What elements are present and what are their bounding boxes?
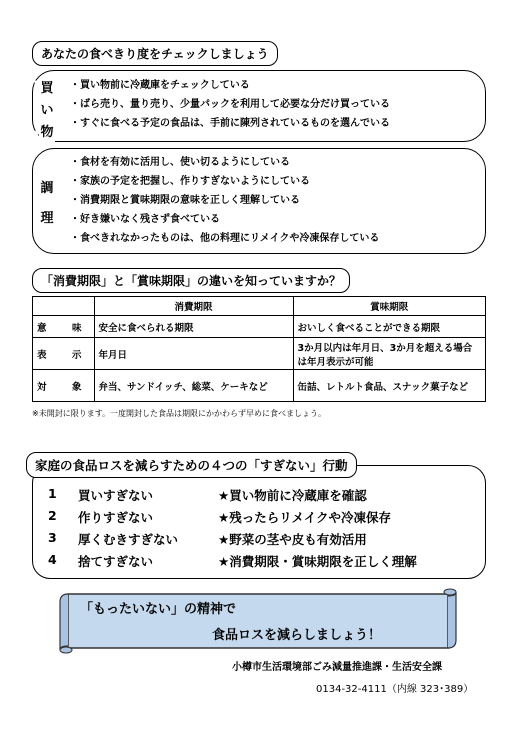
list-item: ・食べきれなかったものは、他の料理にリメイクや冷凍保存している [70,233,380,244]
action-tip: ★買い物前に冷蔵庫を確認 [218,488,367,503]
check-section-title: あなたの食べきり度をチェックしましょう [32,41,278,66]
table-header-row [33,297,486,316]
cooking-label-char: 調 [40,181,54,196]
expiry-note: ※未開封に限ります。一度開封した食品は期限にかかわらず早めに食べましょう。 [32,409,327,418]
banner-line2: 食品ロスを減らしましょう！ [212,628,382,643]
table-row [33,370,486,402]
table-header: 賞味期限 [293,297,485,316]
action-label: 作りすぎない [78,510,154,525]
list-item: ・家族の予定を把握し、作りすぎないようにしている [70,176,310,187]
actions-section-title: 家庭の食品ロスを減らすための４つの「すぎない」行動 [26,452,357,478]
table-header: 消費期限 [94,297,293,316]
row-label: 意 味 [33,316,95,338]
action-label: 捨てすぎない [78,554,154,569]
footer-department: 小樽市生活環境部ごみ減量推進課・生活安全課 [232,662,442,673]
list-item: ・食材を有効に活用し、使い切るようにしている [70,157,290,168]
expiry-table [32,296,486,402]
action-number: 4 [48,552,57,567]
table-header [33,297,95,316]
expiry-section-title: 「消費期限」と「賞味期限」の違いを知っていますか？ [32,268,350,293]
action-label: 厚くむきすぎない [78,532,179,547]
shopping-label-char: 買 [40,81,54,96]
cooking-list [70,153,379,248]
shopping-label-char: 物 [40,125,54,140]
table-row [33,338,486,370]
action-tip: ★野菜の茎や皮も有効活用 [218,532,367,547]
action-label: 買いすぎない [78,488,154,503]
shopping-label-char: い [40,103,54,118]
shopping-list [70,76,390,133]
list-item: ・ばら売り、量り売り、少量パックを利用して必要な分だけ買っている [70,99,390,110]
cooking-label [39,174,55,234]
table-cell: 弁当、サンドイッチ、総菜、ケーキなど [94,370,293,402]
table-cell: おいしく食べることができる期限 [293,316,485,338]
list-item: ・すぐに食べる予定の食品は、手前に陳列されているものを選んでいる [70,118,390,129]
list-item: ・好き嫌いなく残さず食べている [70,214,220,225]
cooking-label-char: 理 [40,211,54,226]
banner-line1: 「もったいない」の精神で [80,602,237,617]
table-row [33,316,486,338]
footer-phone: 0134-32-4111（内線 323･389） [316,684,474,695]
action-number: 1 [48,486,57,501]
table-cell: 缶詰、レトルト食品、スナック菓子など [293,370,485,402]
action-tip: ★残ったらリメイクや冷凍保存 [218,510,391,525]
table-cell: 安全に食べられる期限 [94,316,293,338]
table-cell: 3か月以内は年月日、3か月を超える場合は年月表示が可能 [293,338,485,370]
shopping-label [39,78,55,144]
action-tip: ★消費期限・賞味期限を正しく理解 [218,554,417,569]
table-cell: 年月日 [94,338,293,370]
list-item: ・買い物前に冷蔵庫をチェックしている [70,80,250,91]
list-item: ・消費期限と賞味期限の意味を正しく理解している [70,195,300,206]
row-label: 対 象 [33,370,95,402]
row-label: 表 示 [33,338,95,370]
action-number: 3 [48,530,57,545]
action-number: 2 [48,508,57,523]
